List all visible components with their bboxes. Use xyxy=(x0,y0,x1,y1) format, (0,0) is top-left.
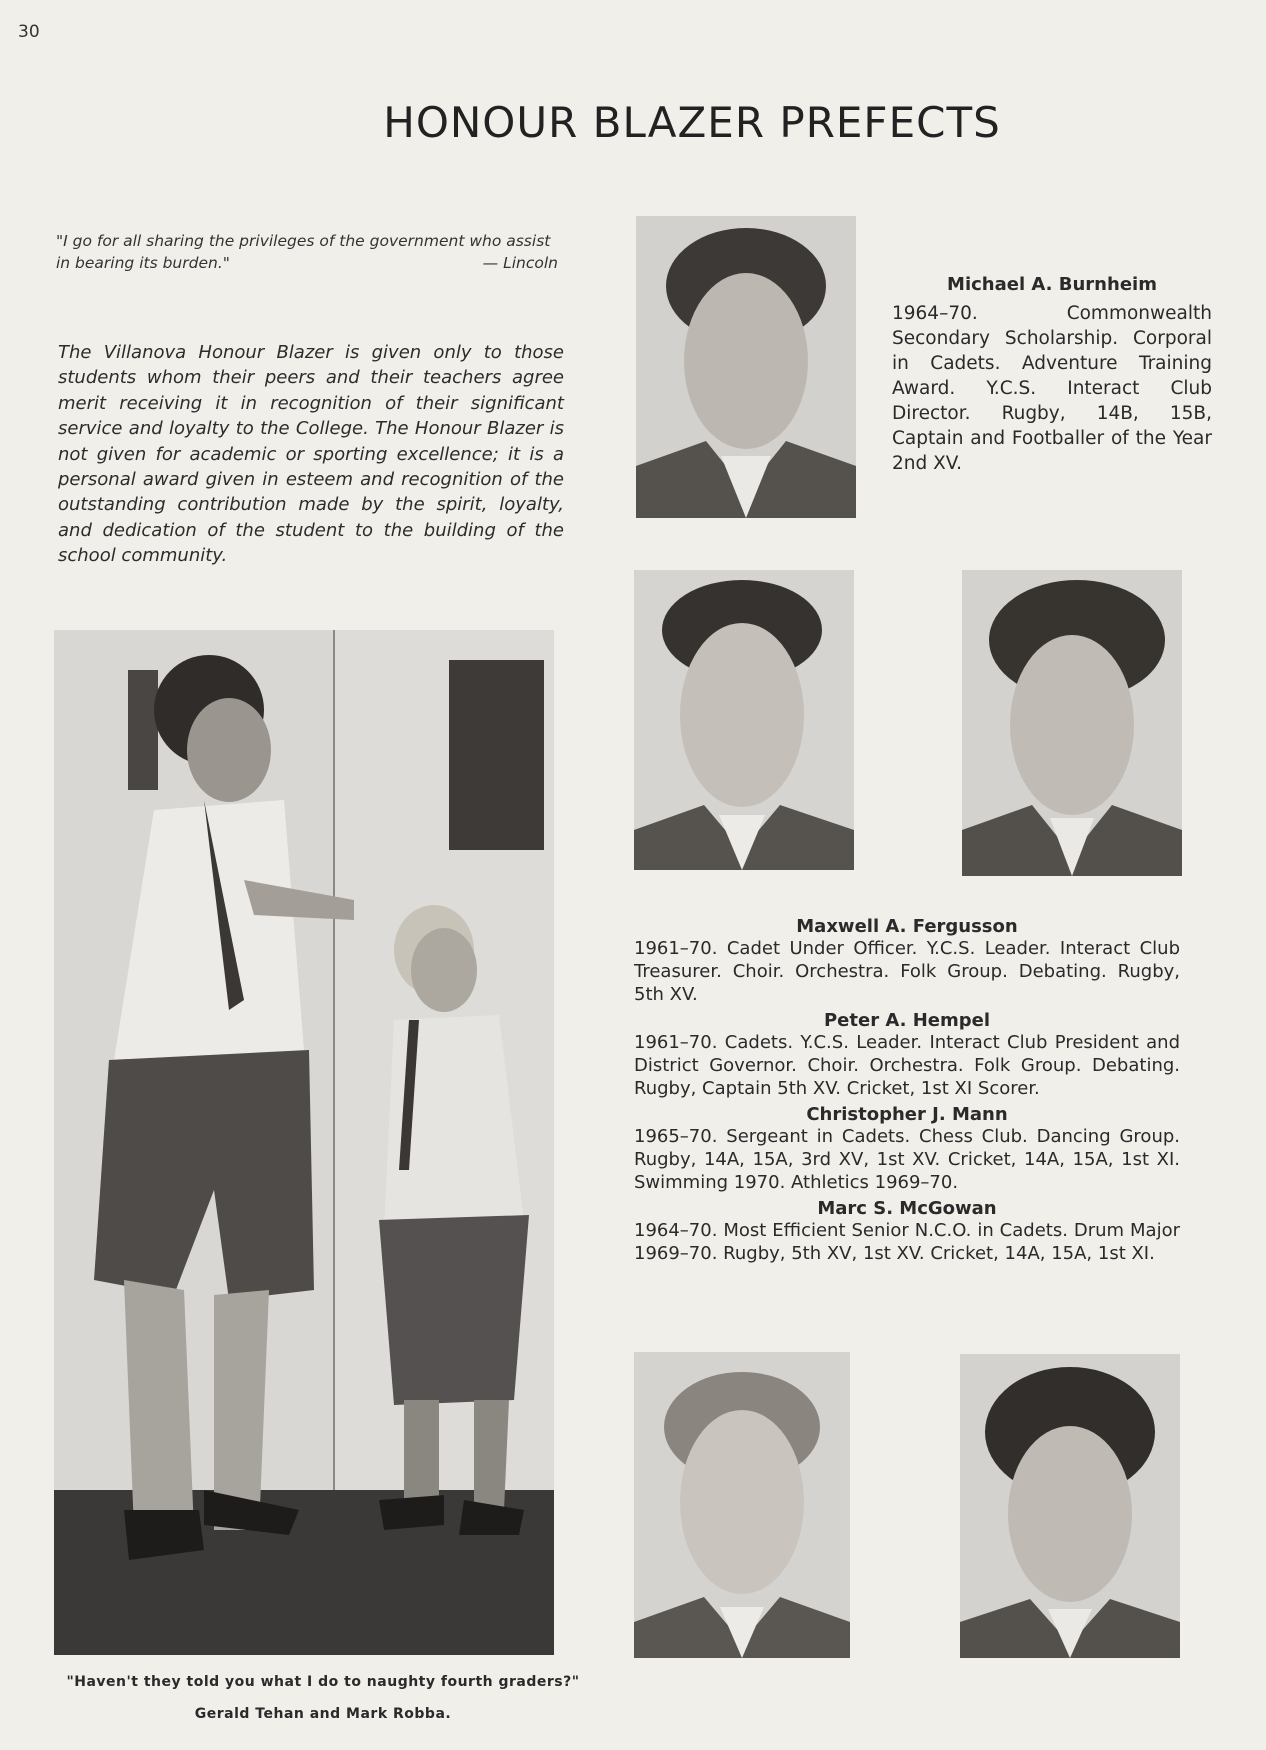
quote-text: "I go for all sharing the privileges of the government who assist in bearing its burden." xyxy=(56,232,551,272)
photo-caption xyxy=(40,1666,606,1730)
prefect-details: 1961–70. Cadets. Y.C.S. Leader. Interact Club President and District Governor. Choir. Orchestra. Folk Group. Debating. Rugby, Captain 5th XV. Cricket, 1st XI Scorer. xyxy=(634,1032,1180,1099)
quote-source: — Lincoln xyxy=(482,254,558,272)
prefect-details: 1961–70. Cadet Under Officer. Y.C.S. Leader. Interact Club Treasurer. Choir. Orchestra. Folk Group. Debating. Rugby, 5th XV. xyxy=(634,938,1180,1005)
prefect-name: Marc S. McGowan xyxy=(817,1198,997,1219)
portrait-mcgowan xyxy=(960,1354,1180,1658)
intro-paragraph: The Villanova Honour Blazer is given only to those students whom their peers and their teachers agree merit receiving it in recognition of their significant service and loyalty to the College. The Honour Blazer is not given for academic or sporting excellence; it is a personal award given in esteem and recognition of the outstanding contribution made by the spirit, loyalty, and dedication of the student to the building of the school community. xyxy=(58,342,564,567)
bio-group xyxy=(634,914,1180,1269)
prefect-name: Peter A. Hempel xyxy=(823,1010,991,1031)
portrait-mann xyxy=(634,1352,850,1658)
portrait-burnheim xyxy=(636,216,856,518)
caption-quote: "Haven't they told you what I do to naughty fourth graders?" xyxy=(66,1674,580,1690)
bio-burnheim xyxy=(892,274,1212,476)
prefect-name: Maxwell A. Fergusson xyxy=(796,916,1018,937)
lincoln-quote xyxy=(56,230,558,274)
page-number: 30 xyxy=(18,22,40,42)
prefect-details: 1965–70. Sergeant in Cadets. Chess Club. Dancing Group. Rugby, 14A, 15A, 3rd XV, 1st XV. Cricket, 14A, 15A, 1st XI. Swimming 1970. Athletics 1969–70. xyxy=(634,1126,1180,1193)
prefect-details: 1964–70. Most Efficient Senior N.C.O. in Cadets. Drum Major 1969–70. Rugby, 5th XV, 1st XV. Cricket, 14A, 15A, 1st XI. xyxy=(634,1220,1180,1264)
portrait-hempel xyxy=(962,570,1182,876)
prefect-details: 1964–70. Commonwealth Secondary Scholarship. Corporal in Cadets. Adventure Training Award. Y.C.S. Interact Club Director. Rugby, 14B, 15B, Captain and Footballer of the Year 2nd XV. xyxy=(892,303,1212,474)
prefect-name: Michael A. Burnheim xyxy=(947,274,1157,295)
caption-names: Gerald Tehan and Mark Robba. xyxy=(194,1706,452,1722)
page-title: HONOUR BLAZER PREFECTS xyxy=(383,98,1001,147)
prefect-scene-photo xyxy=(54,630,554,1655)
portrait-fergusson xyxy=(634,570,854,870)
prefect-name: Christopher J. Mann xyxy=(806,1104,1008,1125)
